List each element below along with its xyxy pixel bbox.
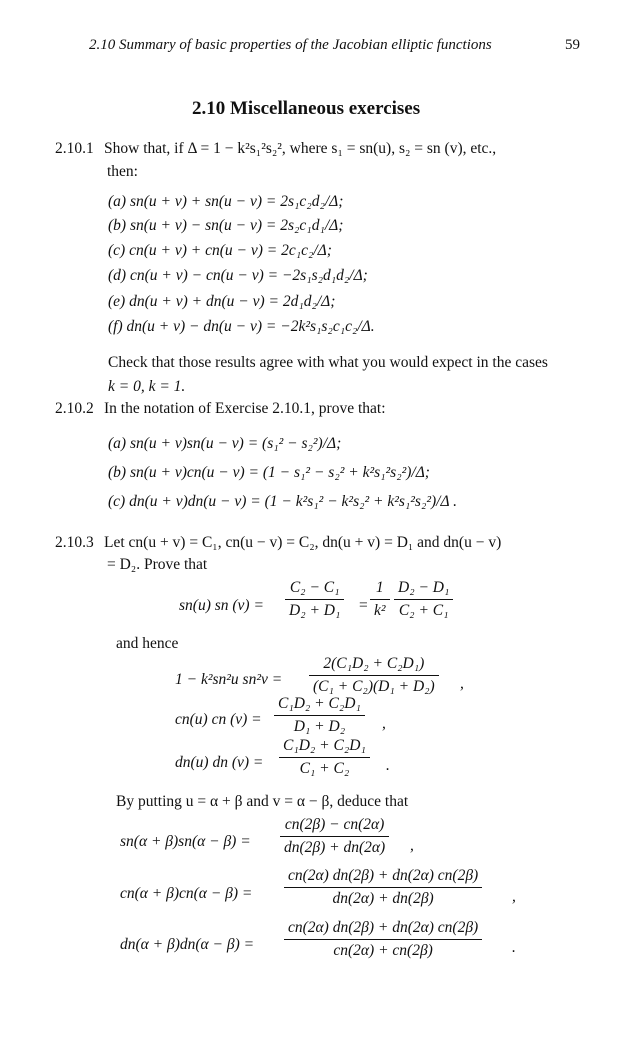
fraction-numerator: cn(2α) dn(2β) + dn(2α) cn(2β) [288, 867, 479, 884]
fraction-bar [284, 939, 482, 940]
equation-tail: , [410, 837, 414, 854]
fraction [279, 736, 370, 779]
fraction [394, 578, 453, 621]
fraction-numerator: C₁D₂ + C₂D₁ [278, 695, 361, 712]
exercise-text: Show that, if Δ = 1 − k²s₁²s₂², where s₁ = sn(u), s₂ = sn (v), etc., [104, 140, 497, 157]
equation-tail: . [386, 757, 390, 774]
running-header: 2.10 Summary of basic properties of the Jacobian elliptic functions [89, 37, 492, 53]
fraction-bar [309, 675, 439, 676]
fraction-numerator: cn(2α) dn(2β) + dn(2α) cn(2β) [288, 919, 479, 936]
fraction-numerator: C₁D₂ + C₂D₁ [283, 737, 366, 754]
exercise-number: 2.10.2 [55, 400, 94, 417]
exercise-text: Let cn(u + v) = C₁, cn(u − v) = C₂, dn(u + v) = D₁ and dn(u − v) [104, 534, 502, 551]
fraction-denominator: D₁ + D₂ [293, 718, 346, 735]
equation-item: (b) sn(u + v)cn(u − v) = (1 − s₁² − s₂² + k²s₁²s₂²)/Δ; [108, 464, 430, 481]
fraction-bar [279, 757, 370, 758]
equation-item: (f) dn(u + v) − dn(u − v) = −2k²s₁s₂c₁c₂/Δ. [108, 318, 375, 335]
equation-lhs: dn(u) dn (v) = [175, 754, 264, 771]
fraction [274, 694, 365, 737]
equation-lhs: sn(u) sn (v) = [179, 597, 264, 614]
equation-item: (c) dn(u + v)dn(u − v) = (1 − k²s₁² − k²s₂² + k²s₁²s₂²)/Δ . [108, 493, 458, 510]
fraction-numerator: 1 [375, 579, 384, 596]
equation-lhs: cn(α + β)cn(α − β) = [120, 885, 253, 902]
equation-tail: . [512, 939, 516, 956]
equation-lhs: dn(α + β)dn(α − β) = [120, 936, 255, 953]
fraction [280, 815, 389, 858]
fraction-bar [285, 599, 344, 600]
exercise-text: and hence [116, 635, 179, 652]
exercise-text: Check that those results agree with what you would expect in the cases [108, 354, 548, 371]
fraction-denominator: C₁ + C₂ [299, 760, 350, 777]
equation-lhs: 1 − k²sn²u sn²v = [175, 671, 283, 688]
fraction-bar [370, 599, 390, 600]
equation-lhs: sn(α + β)sn(α − β) = [120, 833, 251, 850]
exercise-text: In the notation of Exercise 2.10.1, prove that: [104, 400, 386, 417]
fraction [285, 578, 344, 621]
equation-tail: , [460, 675, 464, 692]
exercise-text: By putting u = α + β and v = α − β, deduce that [116, 793, 409, 810]
section-title: 2.10 Miscellaneous exercises [192, 98, 421, 119]
equation-lhs: cn(u) cn (v) = [175, 711, 262, 728]
fraction-bar [284, 887, 482, 888]
exercise-text: k = 0, k = 1. [108, 378, 186, 395]
fraction-bar [280, 836, 389, 837]
fraction-denominator: dn(2α) + dn(2β) [332, 890, 434, 907]
fraction [284, 918, 482, 961]
fraction-denominator: dn(2β) + dn(2α) [284, 839, 386, 856]
equation-item: (e) dn(u + v) + dn(u − v) = 2d₁d₂/Δ; [108, 293, 336, 310]
fraction-denominator: D₂ + D₁ [289, 602, 341, 619]
equation-tail: , [382, 715, 386, 732]
fraction-denominator: k² [374, 602, 386, 619]
fraction-bar [394, 599, 453, 600]
fraction-numerator: 2(C₁D₂ + C₂D₁) [323, 655, 425, 672]
exercise-text: = D₂. Prove that [107, 556, 208, 573]
fraction-bar [274, 715, 365, 716]
equation-item: (a) sn(u + v) + sn(u − v) = 2s₁c₂d₂/Δ; [108, 193, 344, 210]
fraction [309, 654, 439, 697]
equation-item: (d) cn(u + v) − cn(u − v) = −2s₁s₂d₁d₂/Δ; [108, 267, 368, 284]
fraction [370, 578, 390, 621]
equation-item: (a) sn(u + v)sn(u − v) = (s₁² − s₂²)/Δ; [108, 435, 342, 452]
page-number: 59 [565, 37, 580, 53]
fraction-numerator: cn(2β) − cn(2α) [284, 816, 385, 833]
fraction-numerator: C₂ − C₁ [289, 579, 340, 596]
fraction [284, 866, 482, 909]
equals-sign: = [358, 597, 369, 614]
fraction-denominator: C₂ + C₁ [398, 602, 449, 619]
fraction-numerator: D₂ − D₁ [398, 579, 450, 596]
equation-tail: , [512, 888, 516, 905]
exercise-text: then: [107, 163, 138, 180]
exercise-number: 2.10.3 [55, 534, 94, 551]
exercise-number: 2.10.1 [55, 140, 94, 157]
fraction-denominator: (C₁ + C₂)(D₁ + D₂) [313, 678, 435, 695]
fraction-denominator: cn(2α) + cn(2β) [333, 942, 433, 959]
equation-item: (c) cn(u + v) + cn(u − v) = 2c₁c₂/Δ; [108, 242, 332, 259]
equation-item: (b) sn(u + v) − sn(u − v) = 2s₂c₁d₁/Δ; [108, 217, 344, 234]
